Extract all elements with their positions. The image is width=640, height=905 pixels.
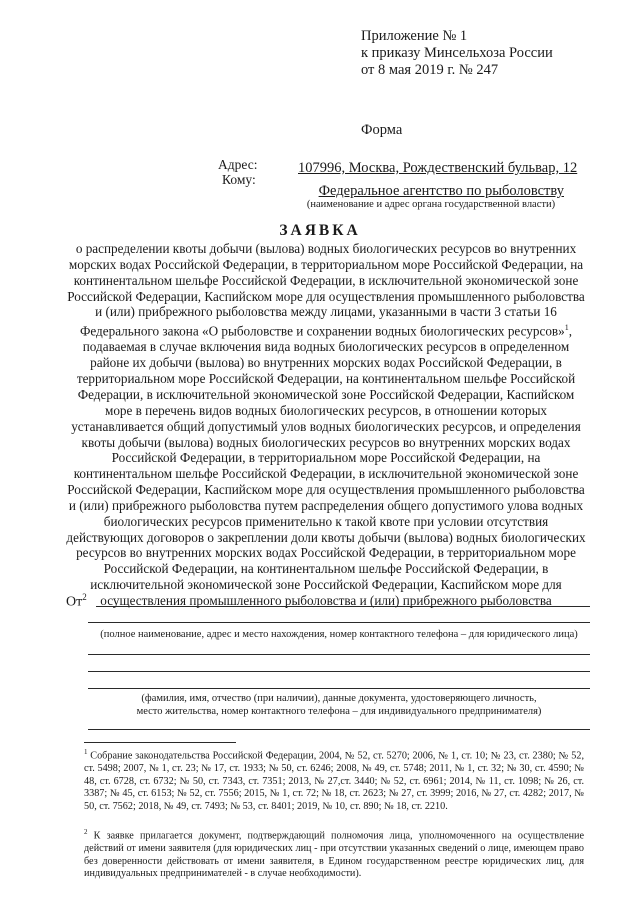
applicant-line-2 [88,622,590,623]
appendix-number: Приложение № 1 [361,28,468,44]
footnote-1 [84,746,584,813]
form-label: Форма [361,122,403,138]
subject-text-part1: о распределении квоты добычи (вылова) водных биологических ресурсов во внутренних морских водах Российской Федерации, в территориальном море Российской Федерации, на континентальном шельфе Российской Федерации, в исключительной экономической зоне Российской Федерации, Каспийском море для осуществления промышленного рыболовства и (или) прибрежного рыболовства между лицами, указанными в части 3 статьи 16 Федерального закона «О рыболовстве и сохранении водных биологических ресурсов» [67,241,585,339]
individual-caption [88,692,590,718]
applicant-line-1 [96,606,590,607]
order-date: от 8 мая 2019 г. № 247 [361,62,499,78]
footnote-2 [84,826,584,881]
footnote-ref-2: 2 [82,592,87,602]
applicant-line-3 [88,654,590,655]
appendix-header [361,28,553,79]
footnote-ref-1: 1 [564,323,569,333]
applicant-line-5 [88,688,590,689]
subject-text-part2: , подаваемая в случае включения вида водных биологических ресурсов в определенном районе их добычи (вылова) во внутренних морских водах Российской Федерации, в территориальном море Российской Федерации, на континентальном шельфе Российской Федерации, в исключительной экономической зоне Российской Федерации, Каспийском море в перечень видов водных биологических ресурсов, в отношении которых устанавливается общий допустимый улов водных биологических ресурсов, и определения квоты добычи (вылова) водных биологических ресурсов во внутренних морских водах Российской Федерации, в территориальном море Российской Федерации, на континентальном шельфе Российской Федерации, в исключительной экономической зоне Российской Федерации, Каспийском море для осуществления промышленного рыболовства и (или) прибрежного рыболовства путем распределения общего допустимого улова водных биологических ресурсов применительно к такой квоте при условии отсутствия действующих договоров о закреплении доли квоты добычи (вылова) водных биологических ресурсов во внутренних морских водах Российской Федерации, в территориальном море Российской Федерации, на континентальном шельфе Российской Федерации, в исключительной экономической зоне Российской Федерации, Каспийском море для осуществления промышленного рыболовства и (или) прибрежного рыболовства [66,323,586,608]
legal-entity-caption: (полное наименование, адрес и место нахождения, номер контактного телефона – для юридического лица) [100,629,578,640]
individual-caption-line2: место жительства, номер контактного телефона – для индивидуального предпринимателя) [136,706,542,717]
footnote-1-marker: 1 [84,748,88,756]
individual-caption-line1: (фамилия, имя, отчество (при наличии), данные документа, удостоверяющего личность, [141,693,537,704]
recipient-caption: (наименование и адрес органа государственной власти) [306,199,556,210]
footnote-1-text: Собрание законодательства Российской Федерации, 2004, № 52, ст. 5270; 2006, № 1, ст. 10; № 23, ст. 2380; № 52, ст. 5498; 2007, № 1, ст. 23; № 17, ст. 1933; № 50, ст. 6246; 2008, № 49, ст. 5748; 2011, № 1, ст. 32; № 30, ст. 4590; № 48, ст. 6728, ст. 6732; № 50, ст. 7343, ст. 7351; 2013, № 27,ст. 3440; № 52, ст. 6961; 2014, № 11, ст. 1098; № 26, ст. 3387; № 45, ст. 6153; № 52, ст. 7556; 2015, № 1, ст. 72; № 18, ст. 2623; № 27, ст. 3999; 2016, № 27, ст. 4282; 2017, № 50, ст. 7562; 2018, № 49, ст. 7493; № 53, ст. 8401; 2019, № 10, ст. 890; № 18, ст. 2210. [84,750,584,812]
applicant-line-4 [88,671,590,672]
to-label: Кому: [222,172,256,187]
request-subject [66,241,586,609]
from-label: $От^2$ [66,592,87,610]
document-title: ЗАЯВКА [279,222,361,239]
footnote-separator [84,742,236,743]
footnote-2-marker: 2 [84,828,88,836]
address-value: 107996, Москва, Рождественский бульвар, 12 [298,160,578,176]
order-reference: к приказу Минсельхоза России [361,45,553,61]
recipient-name: Федеральное агентство по рыболовству [318,183,564,199]
footnote-2-text: К заявке прилагается документ, подтверждающий полномочия лица, уполномоченного на осуществление действий от имени заявителя (для юридических лиц - при отсутствии указанных сведений о лице, имеющем право без доверенности действовать от имени заявителя, в Едином государственном реестре юридических лиц, для индивидуальных предпринимателей - в случае необходимости). [84,830,584,880]
address-label: Адрес: [218,157,258,172]
applicant-line-6 [88,729,590,730]
